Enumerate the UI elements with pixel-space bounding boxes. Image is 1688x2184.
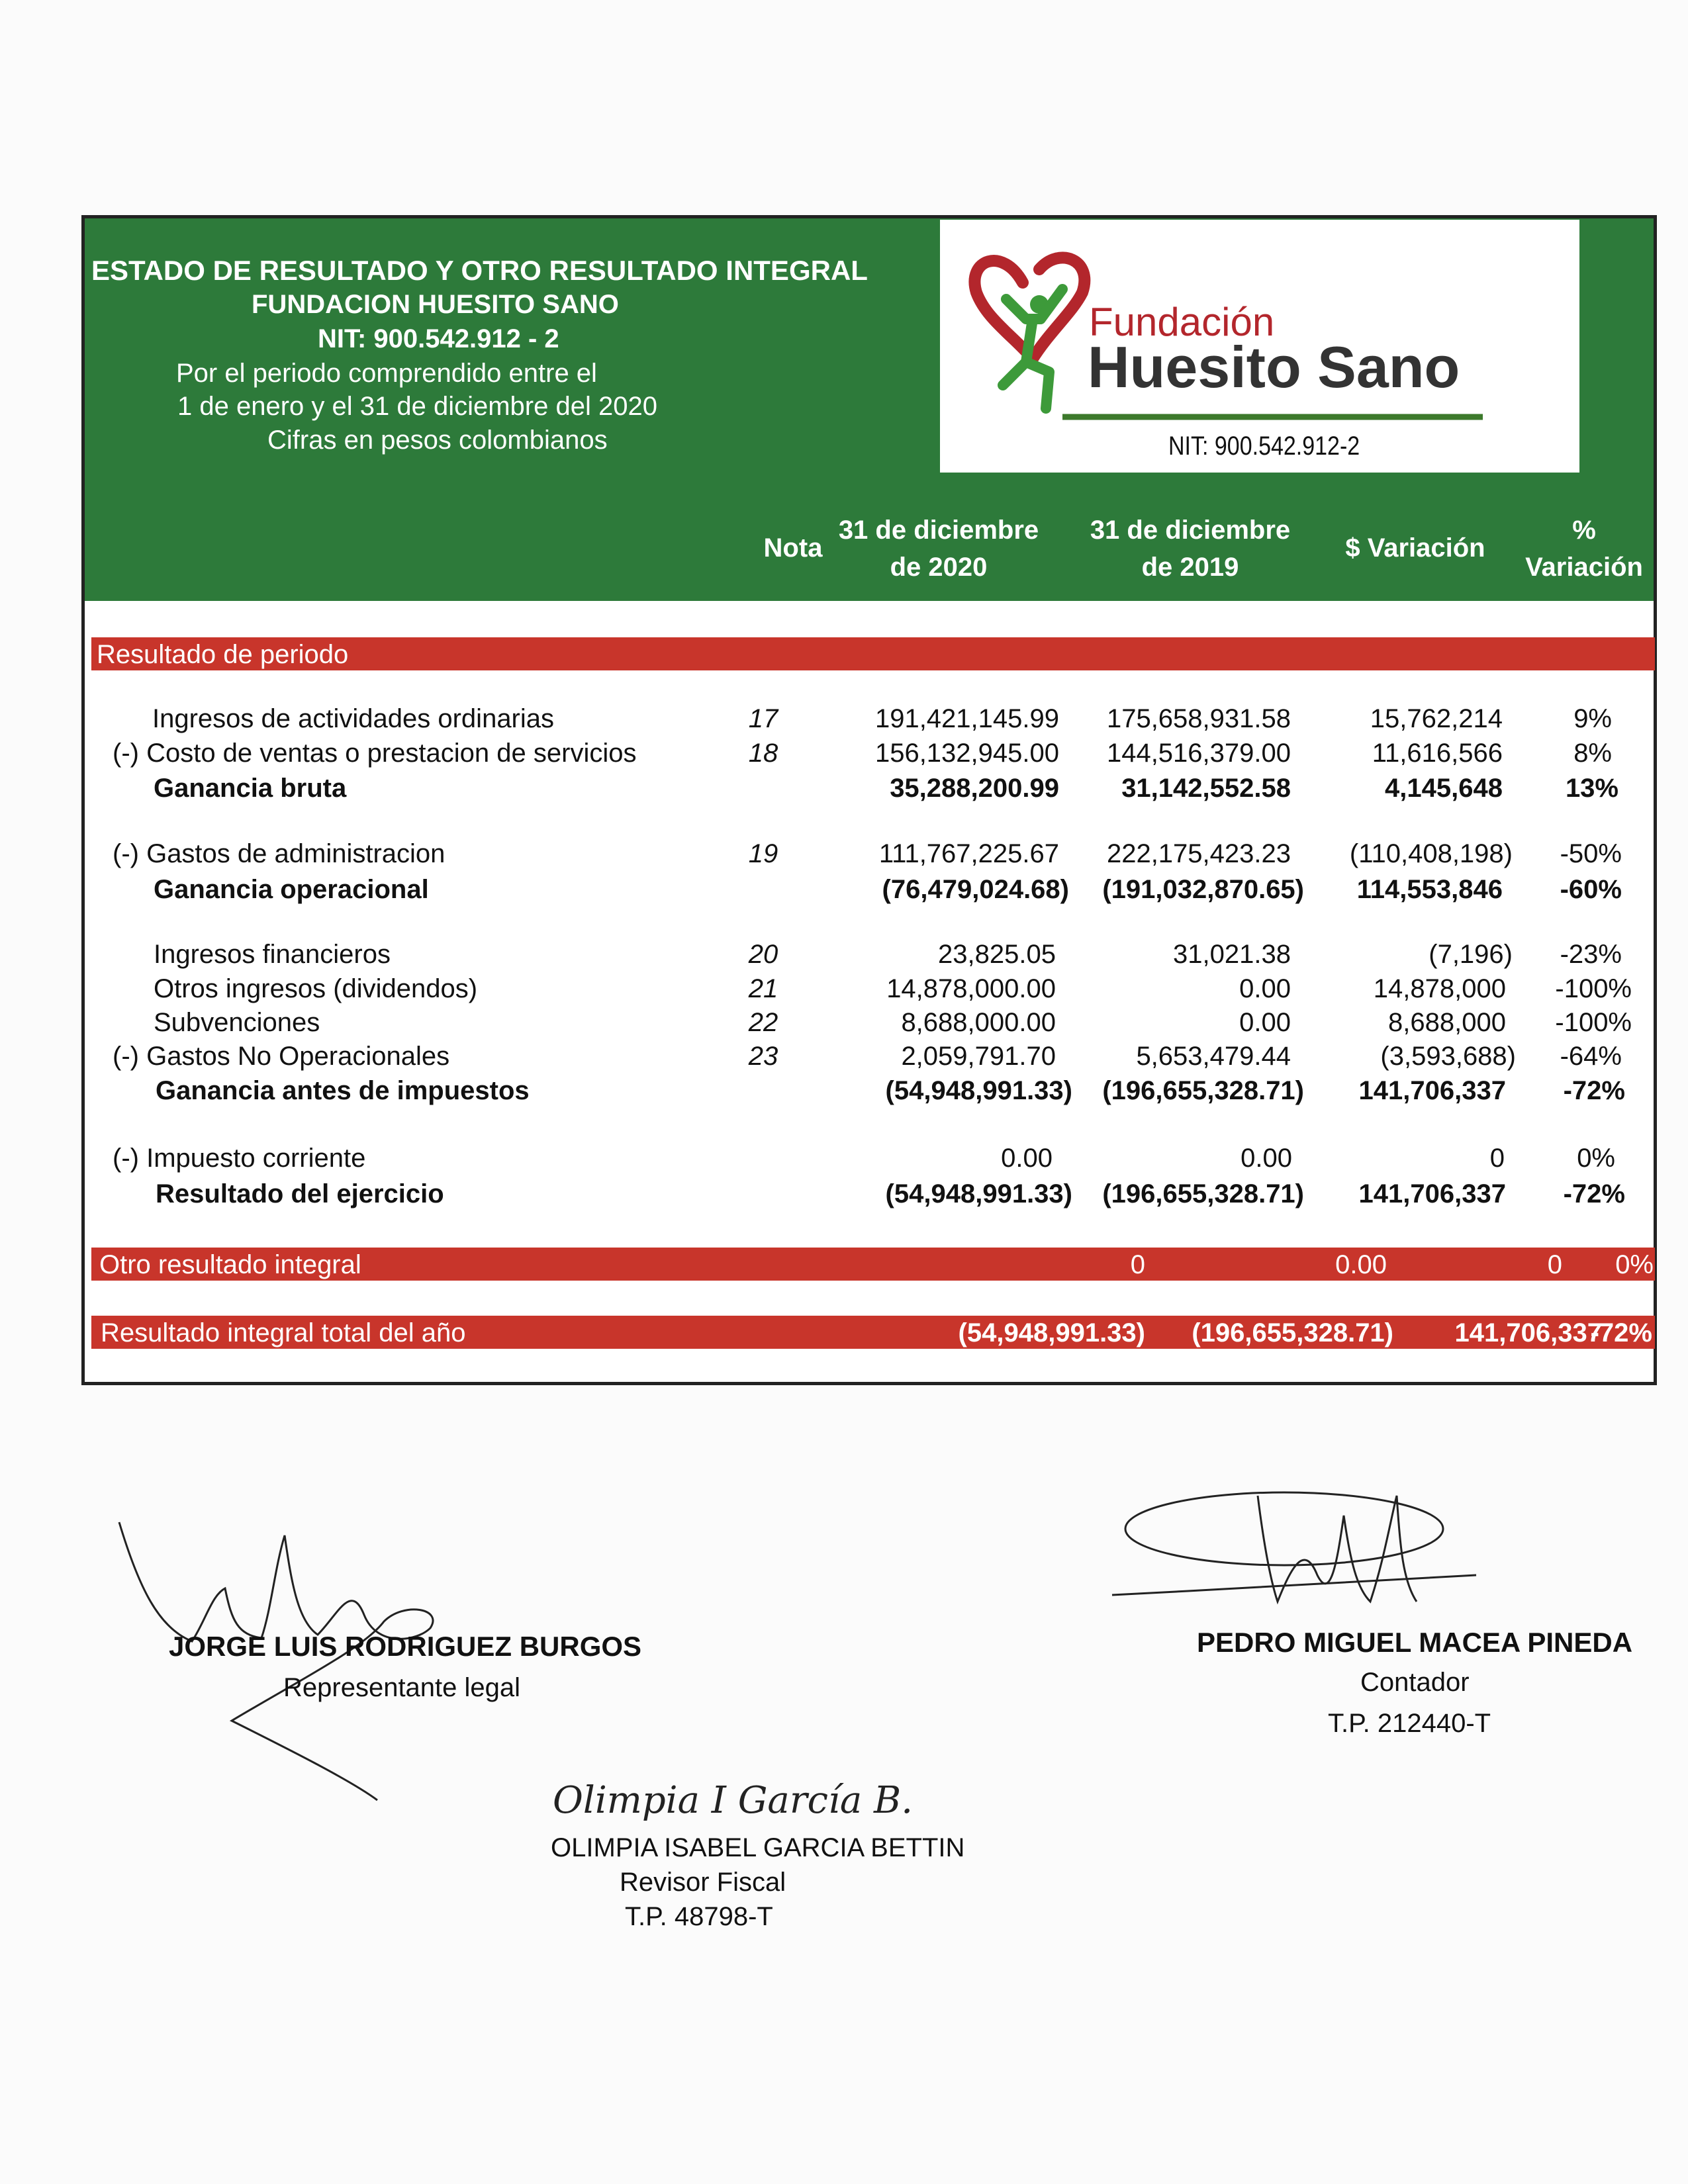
table-row: (-) Gastos de administracion 19 111,767,225.67 222,175,423.23 (110,408,198) -50% xyxy=(113,839,1622,868)
rep-legal-role: Representante legal xyxy=(283,1673,521,1702)
col-variation-header: $ Variación xyxy=(1345,533,1485,563)
contador-role: Contador xyxy=(1360,1668,1470,1697)
table-row: (-) Costo de ventas o prestacion de servicios 18 156,132,945.00 144,516,379.00 11,616,566 8% xyxy=(113,739,1612,768)
revisor-tp: T.P. 48798-T xyxy=(625,1902,773,1931)
signature-contador xyxy=(1105,1469,1569,1641)
logo-line-1: Fundación xyxy=(1089,300,1275,344)
otro-resultado-bar: Otro resultado integral 0 0.00 0 0% xyxy=(91,1248,1655,1281)
org-nit: NIT: 900.542.912 - 2 xyxy=(318,324,559,353)
table-row: Ganancia bruta 35,288,200.99 31,142,552.58 4,145,648 13% xyxy=(154,774,1618,803)
table-row: Otros ingresos (dividendos) 21 14,878,000.00 0.00 14,878,000 -100% xyxy=(154,974,1632,1003)
col-nota-header: Nota xyxy=(763,533,823,563)
table-row: Ganancia antes de impuestos (54,948,991.33) (196,655,328.71) 141,706,337 -72% xyxy=(156,1076,1625,1105)
revisor-handwritten-signature: Olimpia I García B. xyxy=(553,1779,914,1822)
period-line-1: Por el periodo comprendido entre el xyxy=(176,359,597,388)
table-row: Ingresos financieros 20 23,825.05 31,021.38 (7,196) -23% xyxy=(154,940,1622,969)
table-row: (-) Gastos No Operacionales 23 2,059,791.70 5,653,479.44 (3,593,688) -64% xyxy=(113,1042,1622,1071)
col-pct-header: % Variación xyxy=(1525,516,1643,582)
table-row: Resultado del ejercicio (54,948,991.33) (196,655,328.71) 141,706,337 -72% xyxy=(156,1179,1625,1208)
table-row: (-) Impuesto corriente 0.00 0.00 0 0% xyxy=(113,1144,1615,1173)
contador-name: PEDRO MIGUEL MACEA PINEDA xyxy=(1197,1627,1633,1658)
logo-nit: NIT: 900.542.912-2 xyxy=(1168,432,1360,461)
section-resultado-periodo: Resultado de periodo xyxy=(91,637,1655,670)
table-row: Ganancia operacional (76,479,024.68) (191,032,870.65) 114,553,846 -60% xyxy=(154,875,1622,904)
table-row: Subvenciones 22 8,688,000.00 0.00 8,688,000 -100% xyxy=(154,1008,1632,1037)
logo-line-2: Huesito Sano xyxy=(1088,334,1460,400)
logo-box xyxy=(940,220,1579,473)
contador-tp: T.P. 212440-T xyxy=(1328,1709,1491,1738)
org-name: FUNDACION HUESITO SANO xyxy=(252,290,619,319)
total-resultado-bar: Resultado integral total del año (54,948,991.33) (196,655,328.71) 141,706,337 -72% xyxy=(91,1316,1655,1349)
signature-rep-legal xyxy=(99,1509,563,1820)
col-2019-header: 31 de diciembre de 2019 xyxy=(1090,516,1291,582)
currency-note: Cifras en pesos colombianos xyxy=(267,426,608,455)
table-row: Ingresos de actividades ordinarias 17 191,421,145.99 175,658,931.58 15,762,214 9% xyxy=(152,704,1612,733)
statement-title: ESTADO DE RESULTADO Y OTRO RESULTADO INTEGRAL xyxy=(91,255,868,286)
col-2020-header: 31 de diciembre de 2020 xyxy=(838,516,1039,582)
revisor-name: OLIMPIA ISABEL GARCIA BETTIN xyxy=(551,1833,965,1862)
rep-legal-name: JORGE LUIS RODRIGUEZ BURGOS xyxy=(169,1631,642,1662)
period-line-2: 1 de enero y el 31 de diciembre del 2020 xyxy=(177,392,657,421)
revisor-role: Revisor Fiscal xyxy=(620,1868,786,1897)
